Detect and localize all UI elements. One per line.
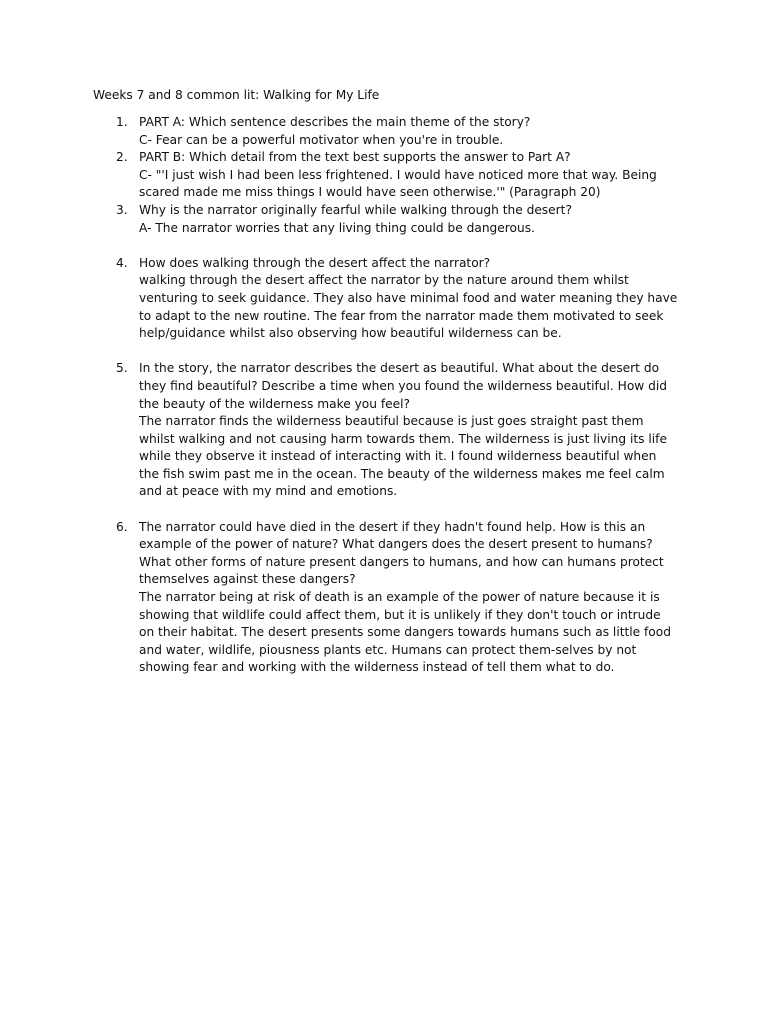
question-item-3: [116, 202, 679, 237]
document-title: Weeks 7 and 8 common lit: Walking for My Life: [93, 88, 380, 102]
question-text: In the story, the narrator describes the desert as beautiful. What about the desert do they find beautiful? Describe a time when you found the wilderness beautiful. How did the beauty of the wilderness make you feel?: [139, 361, 667, 411]
question-text: PART B: Which detail from the text best supports the answer to Part A?: [139, 150, 571, 165]
answer-text: C- Fear can be a powerful motivator when you're in trouble.: [139, 132, 504, 147]
question-number: 1.: [116, 115, 128, 129]
question-text: How does walking through the desert affect the narrator?: [139, 255, 491, 270]
question-number: 5.: [116, 361, 128, 376]
question-list: [116, 114, 679, 677]
question-text: The narrator could have died in the desert if they hadn't found help. How is this an example of the power of nature? What dangers does the desert present to humans? What other forms of nature present dangers to humans, and how can humans protect themselves against these dangers?: [139, 519, 664, 587]
question-number: 6.: [116, 519, 128, 534]
question-number: 3.: [116, 202, 128, 217]
question-number: 4.: [116, 255, 128, 270]
question-text: Why is the narrator originally fearful while walking through the desert?: [139, 202, 572, 217]
question-item-4: [116, 255, 679, 343]
question-item-2: [116, 149, 679, 202]
answer-text: A- The narrator worries that any living thing could be dangerous.: [139, 220, 535, 235]
question-number: 2.: [116, 150, 128, 165]
answer-text: C- "'I just wish I had been less frightened. I would have noticed more that way. Being scared made me miss things I would have seen otherwise.'" (Paragraph 20): [139, 167, 657, 200]
answer-text: The narrator being at risk of death is an example of the power of nature because it is showing that wildlife could affect them, but it is unlikely if they don't touch or intrude on their habitat. The desert presents some dangers towards humans such as little food and water, wildlife, piousness plants etc. Humans can protect them-selves by not showing fear and working with the wilderness instead of tell them what to do.: [139, 590, 671, 675]
answer-text: walking through the desert affect the narrator by the nature around them whilst venturing to seek guidance. They also have minimal food and water meaning they have to adapt to the new routine. The fear from the narrator made them motivated to seek help/guidance whilst also observing how beautiful wilderness can be.: [139, 273, 678, 341]
question-item-6: [116, 519, 679, 677]
question-item-1: [116, 114, 679, 149]
answer-text: The narrator finds the wilderness beautiful because is just goes straight past them whilst walking and not causing harm towards them. The wilderness is just living its life while they observe it instead of interacting with it. I found wilderness beautiful when the fish swim past me in the ocean. The beauty of the wilderness makes me feel calm and at peace with my mind and emotions.: [139, 414, 667, 499]
question-text: PART A: Which sentence describes the main theme of the story?: [139, 115, 531, 129]
question-item-5: [116, 360, 679, 501]
